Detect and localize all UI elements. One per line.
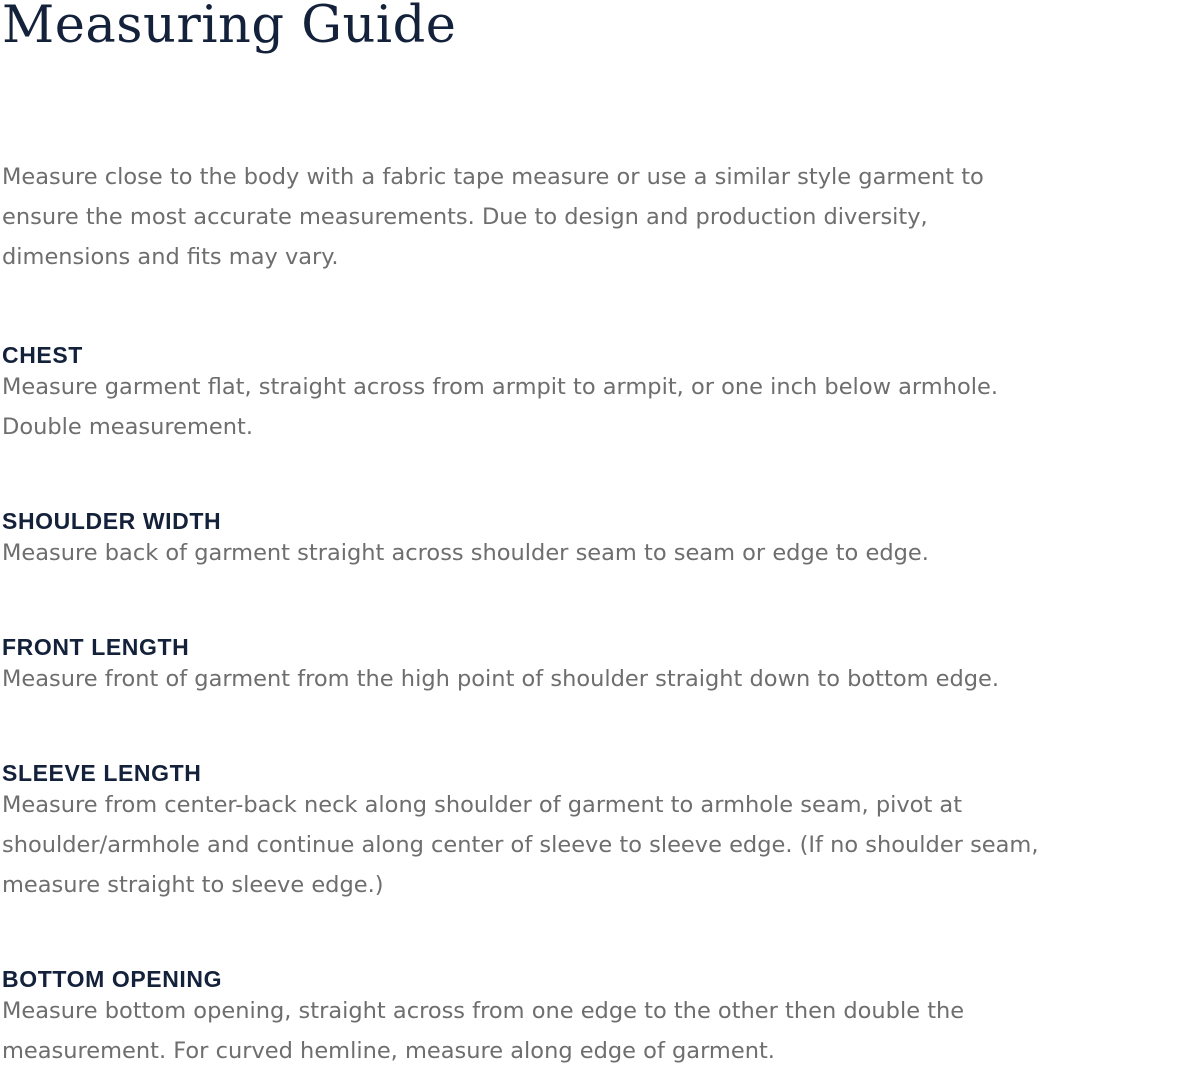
intro-line: ensure the most accurate measurements. Due to design and production diversity, [2, 204, 928, 230]
section-heading-front-length: FRONT LENGTH [2, 634, 190, 660]
section-text-front-length [2, 659, 1179, 699]
text-line: Measure back of garment straight across shoulder seam to seam or edge to edge. [2, 540, 929, 566]
section-text-chest [2, 367, 1179, 447]
text-line: Measure front of garment from the high point of shoulder straight down to bottom edge. [2, 666, 1000, 692]
section-heading-chest: CHEST [2, 342, 83, 368]
section-shoulder-width [2, 506, 1179, 573]
text-line: Measure bottom opening, straight across from one edge to the other then double the [2, 998, 965, 1024]
text-line: Double measurement. [2, 414, 254, 440]
section-front-length [2, 632, 1179, 699]
section-text-shoulder-width [2, 533, 1179, 573]
section-chest [2, 340, 1179, 447]
text-line: measure straight to sleeve edge.) [2, 872, 384, 898]
section-text-bottom-opening [2, 991, 1179, 1071]
section-heading-bottom-opening: BOTTOM OPENING [2, 966, 223, 992]
intro-paragraph [2, 157, 1152, 277]
intro-line: dimensions and fits may vary. [2, 244, 339, 270]
text-line: shoulder/armhole and continue along center of sleeve to sleeve edge. (If no shoulder seam, [2, 832, 1039, 858]
section-sleeve-length [2, 758, 1179, 905]
section-bottom-opening [2, 964, 1179, 1071]
section-text-sleeve-length [2, 785, 1179, 905]
section-heading-sleeve-length: SLEEVE LENGTH [2, 760, 202, 786]
section-heading-shoulder-width: SHOULDER WIDTH [2, 508, 222, 534]
text-line: Measure from center-back neck along shoulder of garment to armhole seam, pivot at [2, 792, 963, 818]
text-line: measurement. For curved hemline, measure along edge of garment. [2, 1038, 775, 1064]
text-line: Measure garment flat, straight across from armpit to armpit, or one inch below armhole. [2, 374, 998, 400]
intro-line: Measure close to the body with a fabric tape measure or use a similar style garment to [2, 164, 984, 190]
page-title: Measuring Guide [2, 0, 457, 55]
